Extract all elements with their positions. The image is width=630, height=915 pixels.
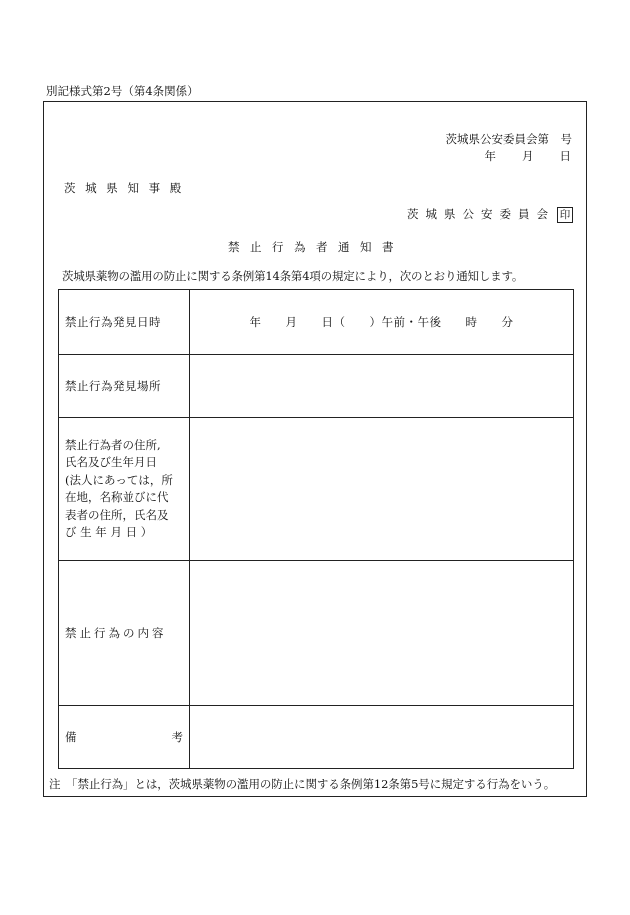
table-row [59, 355, 574, 418]
offender-info-label [59, 418, 190, 561]
seal-mark: 印 [557, 207, 573, 223]
table-row [59, 418, 574, 561]
remarks-field[interactable] [190, 706, 574, 769]
table-row [59, 706, 574, 769]
sender: 茨城県公安委員会 [407, 207, 555, 221]
table-row [59, 290, 574, 355]
act-content-field[interactable] [190, 561, 574, 706]
act-content-label [59, 561, 190, 706]
label-line: 表者の住所，氏名及 [65, 507, 169, 522]
label-line: (法人にあっては，所 [65, 472, 173, 487]
table-row [59, 561, 574, 706]
document-title: 禁止行為者通知書 [228, 240, 404, 254]
label-text: 備 [65, 730, 77, 744]
sender-block [407, 206, 573, 223]
form-caption: 別記様式第2号（第4条関係） [46, 84, 199, 98]
discovery-place-label [59, 355, 190, 418]
label-line: 氏名及び生年月日 [65, 455, 157, 469]
footnote: 注 「禁止行為」とは，茨城県薬物の濫用の防止に関する条例第12条第5号に規定する行為をいう。 [49, 777, 556, 791]
discovery-datetime-field[interactable]: 年 月 日（ ）午前・午後 時 分 [190, 290, 574, 355]
label-line: 在地，名称並びに代 [65, 490, 169, 504]
label-text: 考 [171, 730, 183, 744]
issuer-number: 茨城県公安委員会第 号 [445, 132, 572, 146]
label-line: 禁止行為者の住所, [65, 437, 161, 452]
remarks-label [59, 706, 190, 769]
notice-form-table [58, 289, 574, 769]
label-text: 禁止行為発見日時 [65, 315, 161, 329]
label-text: 禁止行為の内容 [65, 626, 167, 640]
discovery-datetime-label [59, 290, 190, 355]
label-text: 禁止行為発見場所 [65, 379, 161, 393]
intro-text: 茨城県薬物の濫用の防止に関する条例第14条第4項の規定により，次のとおり通知します。 [62, 269, 524, 283]
issue-date: 年 月 日 [484, 149, 572, 163]
label-line: び 生 年 月 日 ） [65, 525, 153, 539]
discovery-place-field[interactable] [190, 355, 574, 418]
offender-info-field[interactable] [190, 418, 574, 561]
recipient: 茨 城 県 知 事 殿 [64, 181, 185, 195]
remarks-label-text [65, 729, 183, 745]
